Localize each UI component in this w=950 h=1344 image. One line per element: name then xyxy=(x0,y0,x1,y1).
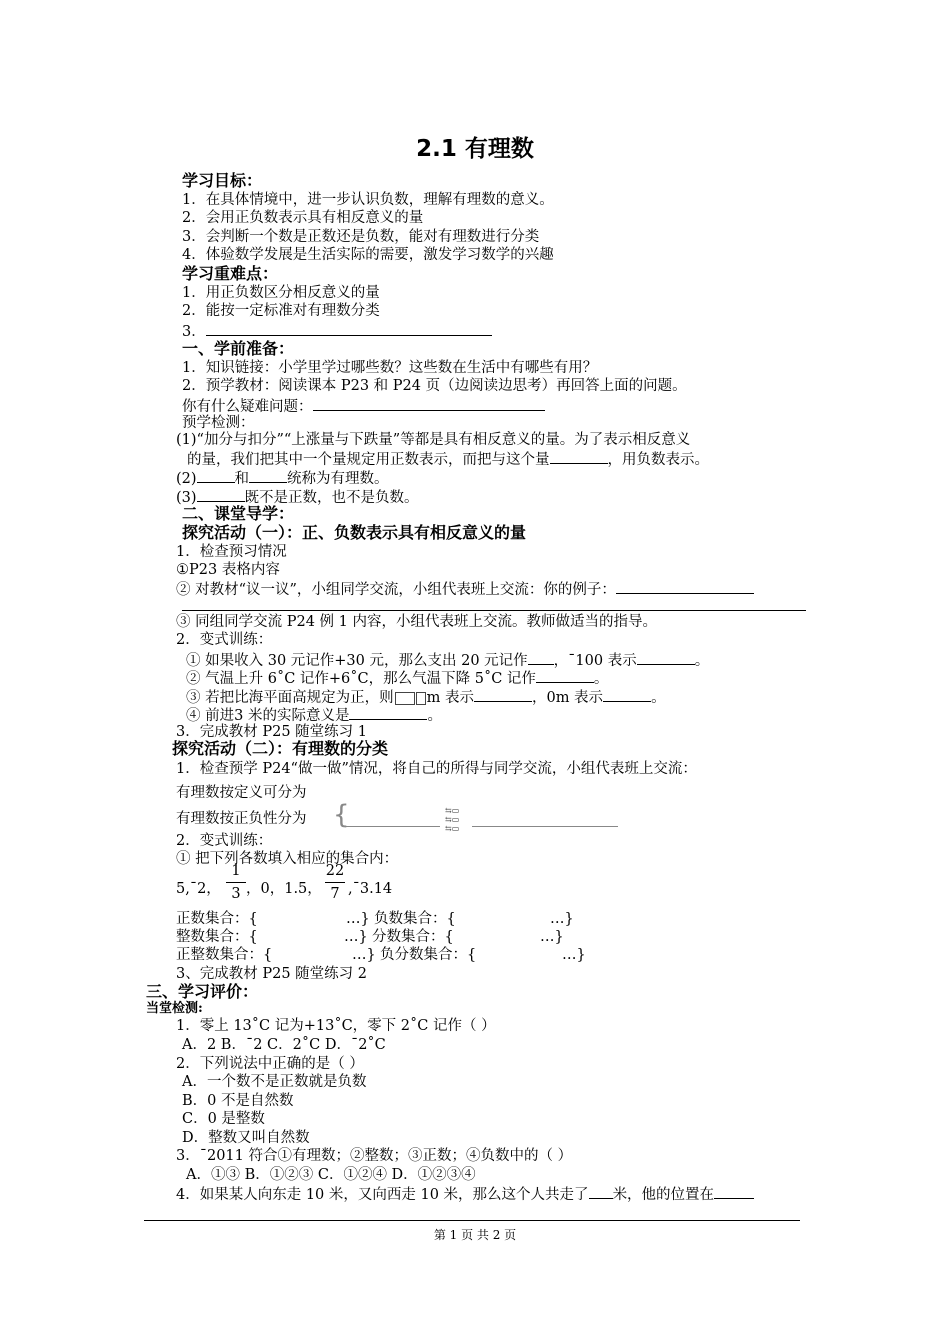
answer-blank[interactable] xyxy=(637,650,695,665)
garbled-mark-icon: ⇆▭ ⇆▭ ⇆▭ xyxy=(445,806,460,833)
objective-item: 2．会用正负数表示具有相反意义的量 xyxy=(182,210,424,226)
answer-blank[interactable] xyxy=(589,1184,613,1199)
answer-blank[interactable] xyxy=(197,487,245,502)
prep-heading: 一、学前准备： xyxy=(182,339,295,358)
answer-blank[interactable] xyxy=(603,687,651,702)
guide-line: 1．检查预学 P24“做一做”情况，将自己的所得与同学交流，小组代表班上交流： xyxy=(176,761,697,777)
fraction-22-7: 22 7 xyxy=(325,863,345,902)
guide-line: 2．变式训练： xyxy=(176,833,273,849)
classification-definition: 有理数按定义可分为 xyxy=(176,785,307,801)
guide-line: ① 把下列各数填入相应的集合内： xyxy=(176,851,399,867)
document-icon xyxy=(416,692,426,705)
set-close: …} xyxy=(550,911,574,927)
answer-blank[interactable] xyxy=(536,668,594,683)
answer-blank[interactable] xyxy=(550,449,608,464)
numbers-part-1: 5,ˉ2， xyxy=(176,881,221,897)
quiz-options-1: A．2 B．ˉ2 C．2˚C D．ˉ2˚C xyxy=(182,1037,386,1053)
set-positive-integer: 正整数集合：{ xyxy=(176,947,273,963)
answer-rule[interactable] xyxy=(182,610,806,611)
prep-line: 预学检测： xyxy=(182,415,255,431)
set-positive: 正数集合：{ xyxy=(176,911,258,927)
key-point-item: 2．能按一定标准对有理数分类 xyxy=(182,303,380,319)
answer-blank[interactable] xyxy=(249,468,287,483)
evaluation-heading: 三、学习评价： xyxy=(146,982,259,1001)
guide-line: 3．完成教材 P25 随堂练习 1 xyxy=(176,724,367,740)
answer-rule[interactable] xyxy=(342,826,440,827)
key-point-item: 3． xyxy=(182,321,492,341)
quiz-question-4: 4．如果某人向东走 10 米，又向西走 10 米，那么这个人共走了 米，他的位置在 xyxy=(176,1184,754,1204)
objectives-heading: 学习目标： xyxy=(182,171,263,190)
set-close: …} xyxy=(344,929,368,945)
answer-blank[interactable] xyxy=(197,468,235,483)
prep-q1: (1)“加分与扣分”“上涨量与下跌量”等都是具有相反意义的量。为了表示相反意义 xyxy=(176,432,691,448)
quiz-option: C．0 是整数 xyxy=(182,1111,265,1127)
quiz-question-3: 3．ˉ2011 符合①有理数；②整数；③正数；④负数中的（ ） xyxy=(176,1148,573,1164)
variant-4: ④ 前进3 米的实际意义是 。 xyxy=(186,705,442,725)
prep-q3: (3) 既不是正数，也不是负数。 xyxy=(176,487,419,507)
answer-blank[interactable] xyxy=(714,1184,754,1199)
answer-blank[interactable] xyxy=(313,396,545,411)
guide-line: ①P23 表格内容 xyxy=(176,562,280,578)
key-points-heading: 学习重难点： xyxy=(182,264,279,283)
answer-blank[interactable] xyxy=(349,705,427,720)
variant-3: ③ 若把比海平面高规定为正，则 m 表示 ，0m 表示 。 xyxy=(186,687,666,707)
set-integer: 整数集合：{ xyxy=(176,929,258,945)
answer-blank[interactable] xyxy=(528,650,554,665)
set-close: …} xyxy=(562,947,586,963)
page-title: 2.1 有理数 xyxy=(416,136,534,162)
guide-line: 1．检查预习情况 xyxy=(176,544,287,560)
answer-blank[interactable] xyxy=(474,687,532,702)
prep-line: 1．知识链接：小学里学过哪些数？这些数在生活中有哪些有用？ xyxy=(182,360,598,376)
set-close: …} xyxy=(346,911,370,927)
classification-sign: 有理数按正负性分为 xyxy=(176,811,307,827)
guide-heading: 二、课堂导学： xyxy=(182,504,295,523)
quiz-options-3: A．①③ B．①②③ C．①②④ D．①②③④ xyxy=(186,1167,476,1183)
numbers-part-2: ，0，1.5， xyxy=(246,881,322,897)
quiz-option: B．0 不是自然数 xyxy=(182,1093,294,1109)
guide-line: 2．变式训练： xyxy=(176,632,273,648)
quiz-question-1: 1．零上 13˚C 记为+13˚C，零下 2˚C 记作（ ） xyxy=(176,1018,496,1034)
quiz-option: A．一个数不是正数就是负数 xyxy=(182,1074,367,1090)
fraction-one-third: 1 3 xyxy=(222,862,250,903)
set-negative-fraction: 负分数集合：{ xyxy=(380,947,477,963)
numbers-part-3: ,ˉ3.14 xyxy=(348,881,393,897)
answer-rule[interactable] xyxy=(472,826,618,827)
objective-item: 1．在具体情境中，进一步认识负数，理解有理数的意义。 xyxy=(182,192,554,208)
evaluation-subheading: 当堂检测: xyxy=(146,1001,203,1016)
variant-2: ② 气温上升 6˚C 记作+6˚C，那么气温下降 5˚C 记作 。 xyxy=(186,668,608,688)
prep-line: 2．预学教材：阅读课本 P23 和 P24 页（边阅读边思考）再回答上面的问题。 xyxy=(182,378,687,394)
prep-q2: (2) 和 统称为有理数。 xyxy=(176,468,389,488)
key-point-item: 1．用正负数区分相反意义的量 xyxy=(182,285,380,301)
image-placeholder-icon xyxy=(395,692,415,705)
prep-q1-cont: 的量，我们把其中一个量规定用正数表示，而把与这个量 ，用负数表示。 xyxy=(187,449,709,469)
set-negative: 负数集合：{ xyxy=(374,911,456,927)
page-footer: 第 1 页 共 2 页 xyxy=(433,1228,517,1242)
answer-blank[interactable] xyxy=(206,321,492,336)
variant-1: ① 如果收入 30 元记作+30 元，那么支出 20 元记作 ，ˉ100 表示 。 xyxy=(186,650,709,670)
activity-2-heading: 探究活动（二）：有理数的分类 xyxy=(172,739,389,758)
guide-line: 3、完成教材 P25 随堂练习 2 xyxy=(176,966,367,982)
set-fraction: 分数集合：{ xyxy=(372,929,454,945)
guide-example-line: ② 对教材“议一议”，小组同学交流，小组代表班上交流：你的例子： xyxy=(176,579,754,599)
brace-icon: { xyxy=(333,800,350,830)
set-close: …} xyxy=(540,929,564,945)
set-close: …} xyxy=(352,947,376,963)
prep-question-line: 你有什么疑难问题： xyxy=(182,396,545,416)
guide-line: ③ 同组同学交流 P24 例 1 内容，小组代表班上交流。教师做适当的指导。 xyxy=(176,614,657,630)
quiz-question-2: 2．下列说法中正确的是（ ） xyxy=(176,1056,364,1072)
quiz-option: D．整数又叫自然数 xyxy=(182,1130,310,1146)
objective-item: 4．体验数学发展是生活实际的需要，激发学习数学的兴趣 xyxy=(182,247,554,263)
objective-item: 3．会判断一个数是正数还是负数，能对有理数进行分类 xyxy=(182,229,540,245)
footer-divider xyxy=(144,1220,800,1221)
answer-blank[interactable] xyxy=(616,579,754,594)
activity-1-heading: 探究活动（一）：正、负数表示具有相反意义的量 xyxy=(182,523,527,542)
